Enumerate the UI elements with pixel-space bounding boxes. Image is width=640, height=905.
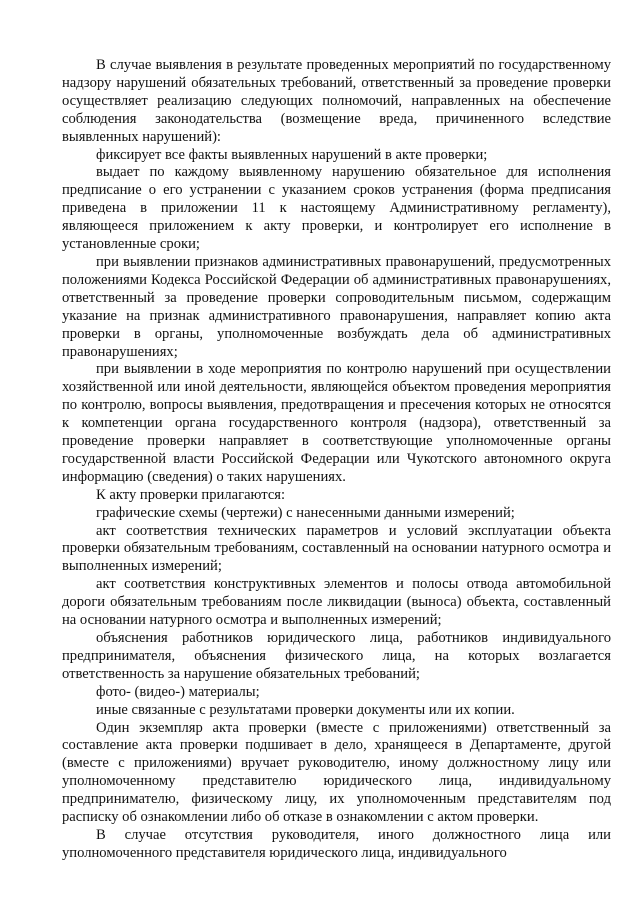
paragraph-attachment-explanations: объяснения работников юридического лица, работников индивидуального предпринимателя, объяснения физического лица, на которых возлагается ответственность за нарушение обязательных требований; (62, 630, 611, 682)
paragraph-issue-order: выдает по каждому выявленному нарушению обязательное для исполнения предписание о его устранении с указанием сроков устранения (форма предписания приведена в приложении 11 к настоящему Административному регламенту), являющееся приложением к акту проверки, и контролирует его исполнение в установленные сроки; (62, 164, 611, 253)
paragraph-act-copies: Один экземпляр акта проверки (вместе с приложениями) ответственный за составление акта проверки подшивает в дело, хранящееся в Департаменте, другой (вместе с приложениями) вручает руководителю, иному должностному лицу или уполномоченному представителю юридического лица, индивидуальному предпринимателю, физическому лицу, их уполномоченным представителям под расписку об ознакомлении либо об отказе в ознакомлении с актом проверки. (62, 719, 611, 826)
paragraph-other-authorities: при выявлении в ходе мероприятия по контролю нарушений при осуществлении хозяйственной или иной деятельности, являющейся объектом проведения мероприятия по контролю, вопросы выявления, предотвращения и пресечения которых не относятся к компетенции органа государственного контроля (надзора), ответственный за проведение проверки направляет в соответствующие уполномоченные органы государственной власти Российской Федерации или Чукотского автономного округа информацию (сведения) о таких нарушениях. (62, 361, 611, 485)
paragraph-absence-case: В случае отсутствия руководителя, иного должностного лица или уполномоченного представителя юридического лица, индивидуального (62, 826, 611, 861)
paragraph-administrative-offences: при выявлении признаков административных правонарушений, предусмотренных положениями Кодекса Российской Федерации об административных правонарушениях, ответственный за проведение проверки сопроводительным письмом, содержащим указание на признак административного правонарушения, направляет копию акта проверки в органы, уполномоченные возбуждать дела об административных правонарушениях; (62, 253, 611, 360)
paragraph-attachment-other-docs: иные связанные с результатами проверки документы или их копии. (96, 701, 515, 718)
paragraph-attachment-structural-act: акт соответствия конструктивных элементов и полосы отвода автомобильной дороги обязательным требованиям после ликвидации (выноса) объекта, составленный на основании натурного осмотра и выполненных измерений; (62, 576, 611, 629)
paragraph-record-violations: фиксирует все факты выявленных нарушений в акте проверки; (96, 146, 488, 163)
paragraph-attachment-technical-act: акт соответствия технических параметров и условий эксплуатации объекта проверки обязательным требованиям, составленный на основании натурного осмотра и выполненных измерений; (62, 522, 611, 575)
paragraph-violations-intro: В случае выявления в результате проведенных мероприятий по государственному надзору нарушений обязательных требований, ответственный за проведение проверки осуществляет реализацию следующих полномочий, направленных на обеспечение соблюдения законодательства (возмещение вреда, причиненного вследствие выявленных нарушений): (62, 57, 611, 145)
paragraph-attachment-media: фото- (видео-) материалы; (96, 683, 260, 700)
paragraph-attachment-schemes: графические схемы (чертежи) с нанесенными данными измерений; (96, 504, 515, 521)
paragraph-attachments-heading: К акту проверки прилагаются: (96, 486, 286, 503)
